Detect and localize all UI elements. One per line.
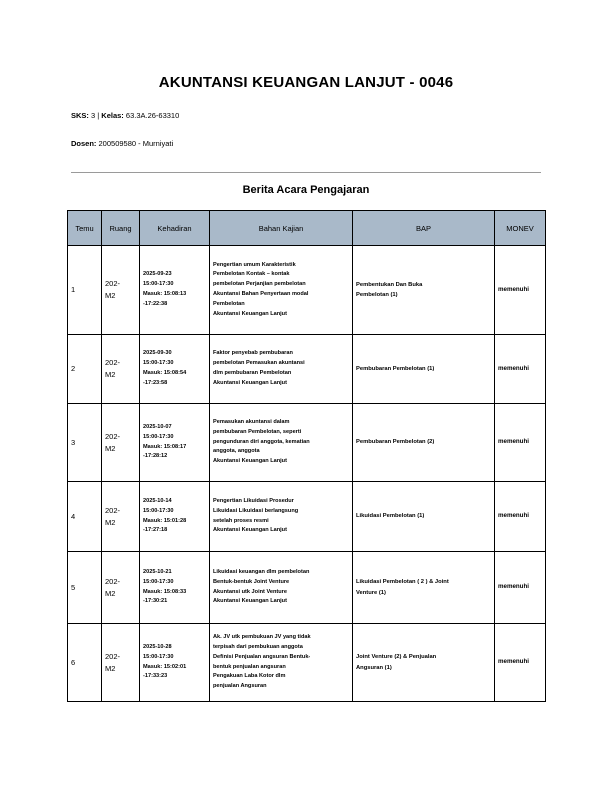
cell-monev: memenuhi [495, 335, 546, 404]
kehadiran-line: 15:00-17:30 [143, 507, 174, 514]
sks-value: 3 | [88, 111, 102, 120]
cell-kehadiran [140, 404, 210, 482]
cell-bap [353, 482, 495, 552]
cell-ruang [102, 624, 140, 702]
kehadiran-line: 15:00-17:30 [143, 360, 174, 367]
cell-monev: memenuhi [495, 246, 546, 335]
bahan-line: Akuntansi Keuangan Lanjut [213, 527, 287, 534]
kehadiran-line: -17:30:21 [143, 598, 168, 605]
cell-monev: memenuhi [495, 624, 546, 702]
cell-temu: 4 [68, 482, 102, 552]
bahan-line: Akuntansi Keuangan Lanjut [213, 458, 287, 465]
bap-line: Angsuran (1) [356, 664, 392, 671]
cell-temu: 1 [68, 246, 102, 335]
divider [71, 172, 541, 173]
kelas-label: Kelas: [101, 111, 124, 120]
ruang-line: M2 [105, 370, 116, 379]
teaching-report-table [67, 210, 546, 702]
ruang-line: 202- [105, 279, 121, 288]
document-title: AKUNTANSI KEUANGAN LANJUT - 0046 [158, 74, 454, 91]
table-row [68, 482, 546, 552]
kehadiran-line: -17:22:38 [143, 300, 168, 307]
kehadiran-line: -17:23:58 [143, 379, 168, 386]
cell-bahan-kajian [210, 335, 353, 404]
cell-kehadiran [140, 335, 210, 404]
bap-line: Pembelotan (1) [356, 292, 398, 298]
bap-line: Pembubaran Pembelotan (2) [356, 439, 435, 446]
cell-bahan-kajian [210, 404, 353, 482]
header-bahan-kajian: Bahan Kajian [210, 211, 353, 246]
lecturer-meta [71, 139, 173, 148]
bahan-line: Akuntansi utk Joint Venture [213, 588, 287, 595]
kehadiran-line: Masuk: 15:02:01 [143, 663, 187, 670]
cell-monev: memenuhi [495, 482, 546, 552]
dosen-value: 200509580 - Murniyati [96, 139, 174, 148]
kehadiran-line: 2025-10-14 [143, 497, 172, 504]
section-title: Berita Acara Pengajaran [242, 184, 370, 196]
bap-line: Likuidasi Pembelotan ( 2 ) & Joint [356, 579, 449, 585]
bahan-line: Akuntansi Bahan Penyertaan modal [213, 291, 309, 297]
cell-temu: 2 [68, 335, 102, 404]
ruang-line: 202- [105, 431, 121, 441]
kehadiran-line: 15:00-17:30 [143, 281, 174, 288]
table-row [68, 404, 546, 482]
cell-bap [353, 404, 495, 482]
course-meta [71, 111, 179, 120]
ruang-line: M2 [105, 663, 116, 673]
kehadiran-line: 2025-10-28 [143, 643, 172, 650]
kehadiran-line: 15:00-17:30 [143, 578, 174, 585]
bahan-line: Bentuk-bentuk Joint Venture [213, 578, 290, 585]
kehadiran-line: Masuk: 15:08:54 [143, 370, 187, 376]
bahan-line: Akuntansi Keuangan Lanjut [213, 379, 287, 386]
table-row [68, 624, 546, 702]
ruang-line: 202- [105, 358, 121, 367]
cell-temu: 3 [68, 404, 102, 482]
bahan-line: dlm pembubaran Pembelotan [213, 370, 292, 376]
ruang-line: M2 [105, 291, 116, 300]
header-monev: MONEV [495, 211, 546, 246]
cell-kehadiran [140, 246, 210, 335]
ruang-line: 202- [105, 576, 121, 586]
kehadiran-line: -17:28:12 [143, 453, 168, 460]
cell-bap [353, 624, 495, 702]
bahan-line: Faktor penyebab pembubaran [213, 350, 293, 357]
dosen-label: Dosen: [71, 139, 97, 148]
bahan-line: Likuidasi keuangan dlm pembelotan [213, 568, 310, 575]
cell-ruang [102, 335, 140, 404]
bahan-line: Pengertian umum Karakteristik [213, 261, 296, 268]
kelas-value: 63.3A.26-63310 [123, 111, 180, 120]
cell-bahan-kajian [210, 482, 353, 552]
cell-monev: memenuhi [495, 552, 546, 624]
cell-ruang [102, 404, 140, 482]
kehadiran-line: Masuk: 15:01:28 [143, 517, 187, 524]
cell-monev: memenuhi [495, 404, 546, 482]
cell-kehadiran [140, 624, 210, 702]
kehadiran-line: 2025-09-30 [143, 350, 172, 357]
header-kehadiran: Kehadiran [140, 211, 210, 246]
cell-bap [353, 335, 495, 404]
ruang-line: M2 [105, 517, 116, 527]
cell-bahan-kajian [210, 246, 353, 335]
cell-temu: 5 [68, 552, 102, 624]
bap-line: Pembentukan Dan Buka [356, 281, 423, 288]
cell-kehadiran [140, 552, 210, 624]
cell-temu: 6 [68, 624, 102, 702]
cell-ruang [102, 482, 140, 552]
bahan-line: anggota, anggota [213, 448, 260, 455]
ruang-line: 202- [105, 651, 121, 661]
kehadiran-line: -17:33:23 [143, 673, 168, 680]
kehadiran-line: 15:00-17:30 [143, 653, 174, 660]
ruang-line: 202- [105, 505, 121, 515]
header-temu: Temu [68, 211, 102, 246]
bahan-line: terpisah dari pembukuan anggota [213, 643, 303, 650]
bap-line: Likuidasi Pembelotan (1) [356, 513, 425, 520]
cell-ruang [102, 246, 140, 335]
kehadiran-line: 2025-10-07 [143, 423, 172, 430]
bahan-line: Pengakuan Laba Kotor dlm [213, 673, 286, 680]
kehadiran-line: Masuk: 15:08:33 [143, 588, 187, 595]
bahan-line: Pembelotan [213, 300, 245, 307]
ruang-line: M2 [105, 588, 116, 598]
bahan-line: Akuntansi Keuangan Lanjut [213, 598, 287, 605]
bahan-line: Akuntansi Keuangan Lanjut [213, 310, 287, 317]
bahan-line: setelah proses resmi [213, 517, 269, 524]
header-ruang: Ruang [102, 211, 140, 246]
sks-label: SKS: [71, 111, 89, 120]
kehadiran-line: 2025-09-23 [143, 271, 172, 278]
ruang-line: M2 [105, 443, 116, 453]
bahan-line: pengunduran diri anggota, kematian [213, 438, 310, 445]
bahan-line: Definisi Penjualan angsuran Bentuk- [213, 653, 311, 660]
table-row [68, 552, 546, 624]
cell-kehadiran [140, 482, 210, 552]
bahan-line: pembelotan Pemasukan akuntansi [213, 360, 305, 367]
bahan-line: pembubaran Pembelotan, seperti [213, 428, 302, 435]
bap-line: Venture (1) [356, 589, 386, 596]
bahan-line: penjualan Angsuran [213, 683, 267, 690]
cell-ruang [102, 552, 140, 624]
bahan-line: Ak. JV utk pembukuan JV yang tidak [213, 634, 311, 641]
bahan-line: bentuk penjualan angsuran [213, 663, 286, 670]
bahan-line: Pengertian Likuidasi Prosedur [213, 497, 294, 504]
kehadiran-line: -17:27:18 [143, 527, 168, 534]
bahan-line: Likuidasi Likuidasi berlangsung [213, 507, 299, 514]
kehadiran-line: 15:00-17:30 [143, 433, 174, 440]
table-row [68, 246, 546, 335]
table-row [68, 335, 546, 404]
bahan-line: Pemasukan akuntansi dalam [213, 419, 290, 425]
cell-bahan-kajian [210, 552, 353, 624]
kehadiran-line: Masuk: 15:08:17 [143, 443, 187, 450]
bap-line: Pembubaran Pembelotan (1) [356, 365, 435, 372]
bap-line: Joint Venture (2) & Penjualan [356, 654, 437, 660]
bahan-line: Pembelotan Kontak – kontak [213, 271, 290, 278]
kehadiran-line: Masuk: 15:08:13 [143, 291, 187, 297]
cell-bahan-kajian [210, 624, 353, 702]
table-header-row [68, 211, 546, 246]
cell-bap [353, 552, 495, 624]
kehadiran-line: 2025-10-21 [143, 568, 172, 575]
header-bap: BAP [353, 211, 495, 246]
cell-bap [353, 246, 495, 335]
bahan-line: pembelotan Perjanjian pembelotan [213, 281, 306, 288]
